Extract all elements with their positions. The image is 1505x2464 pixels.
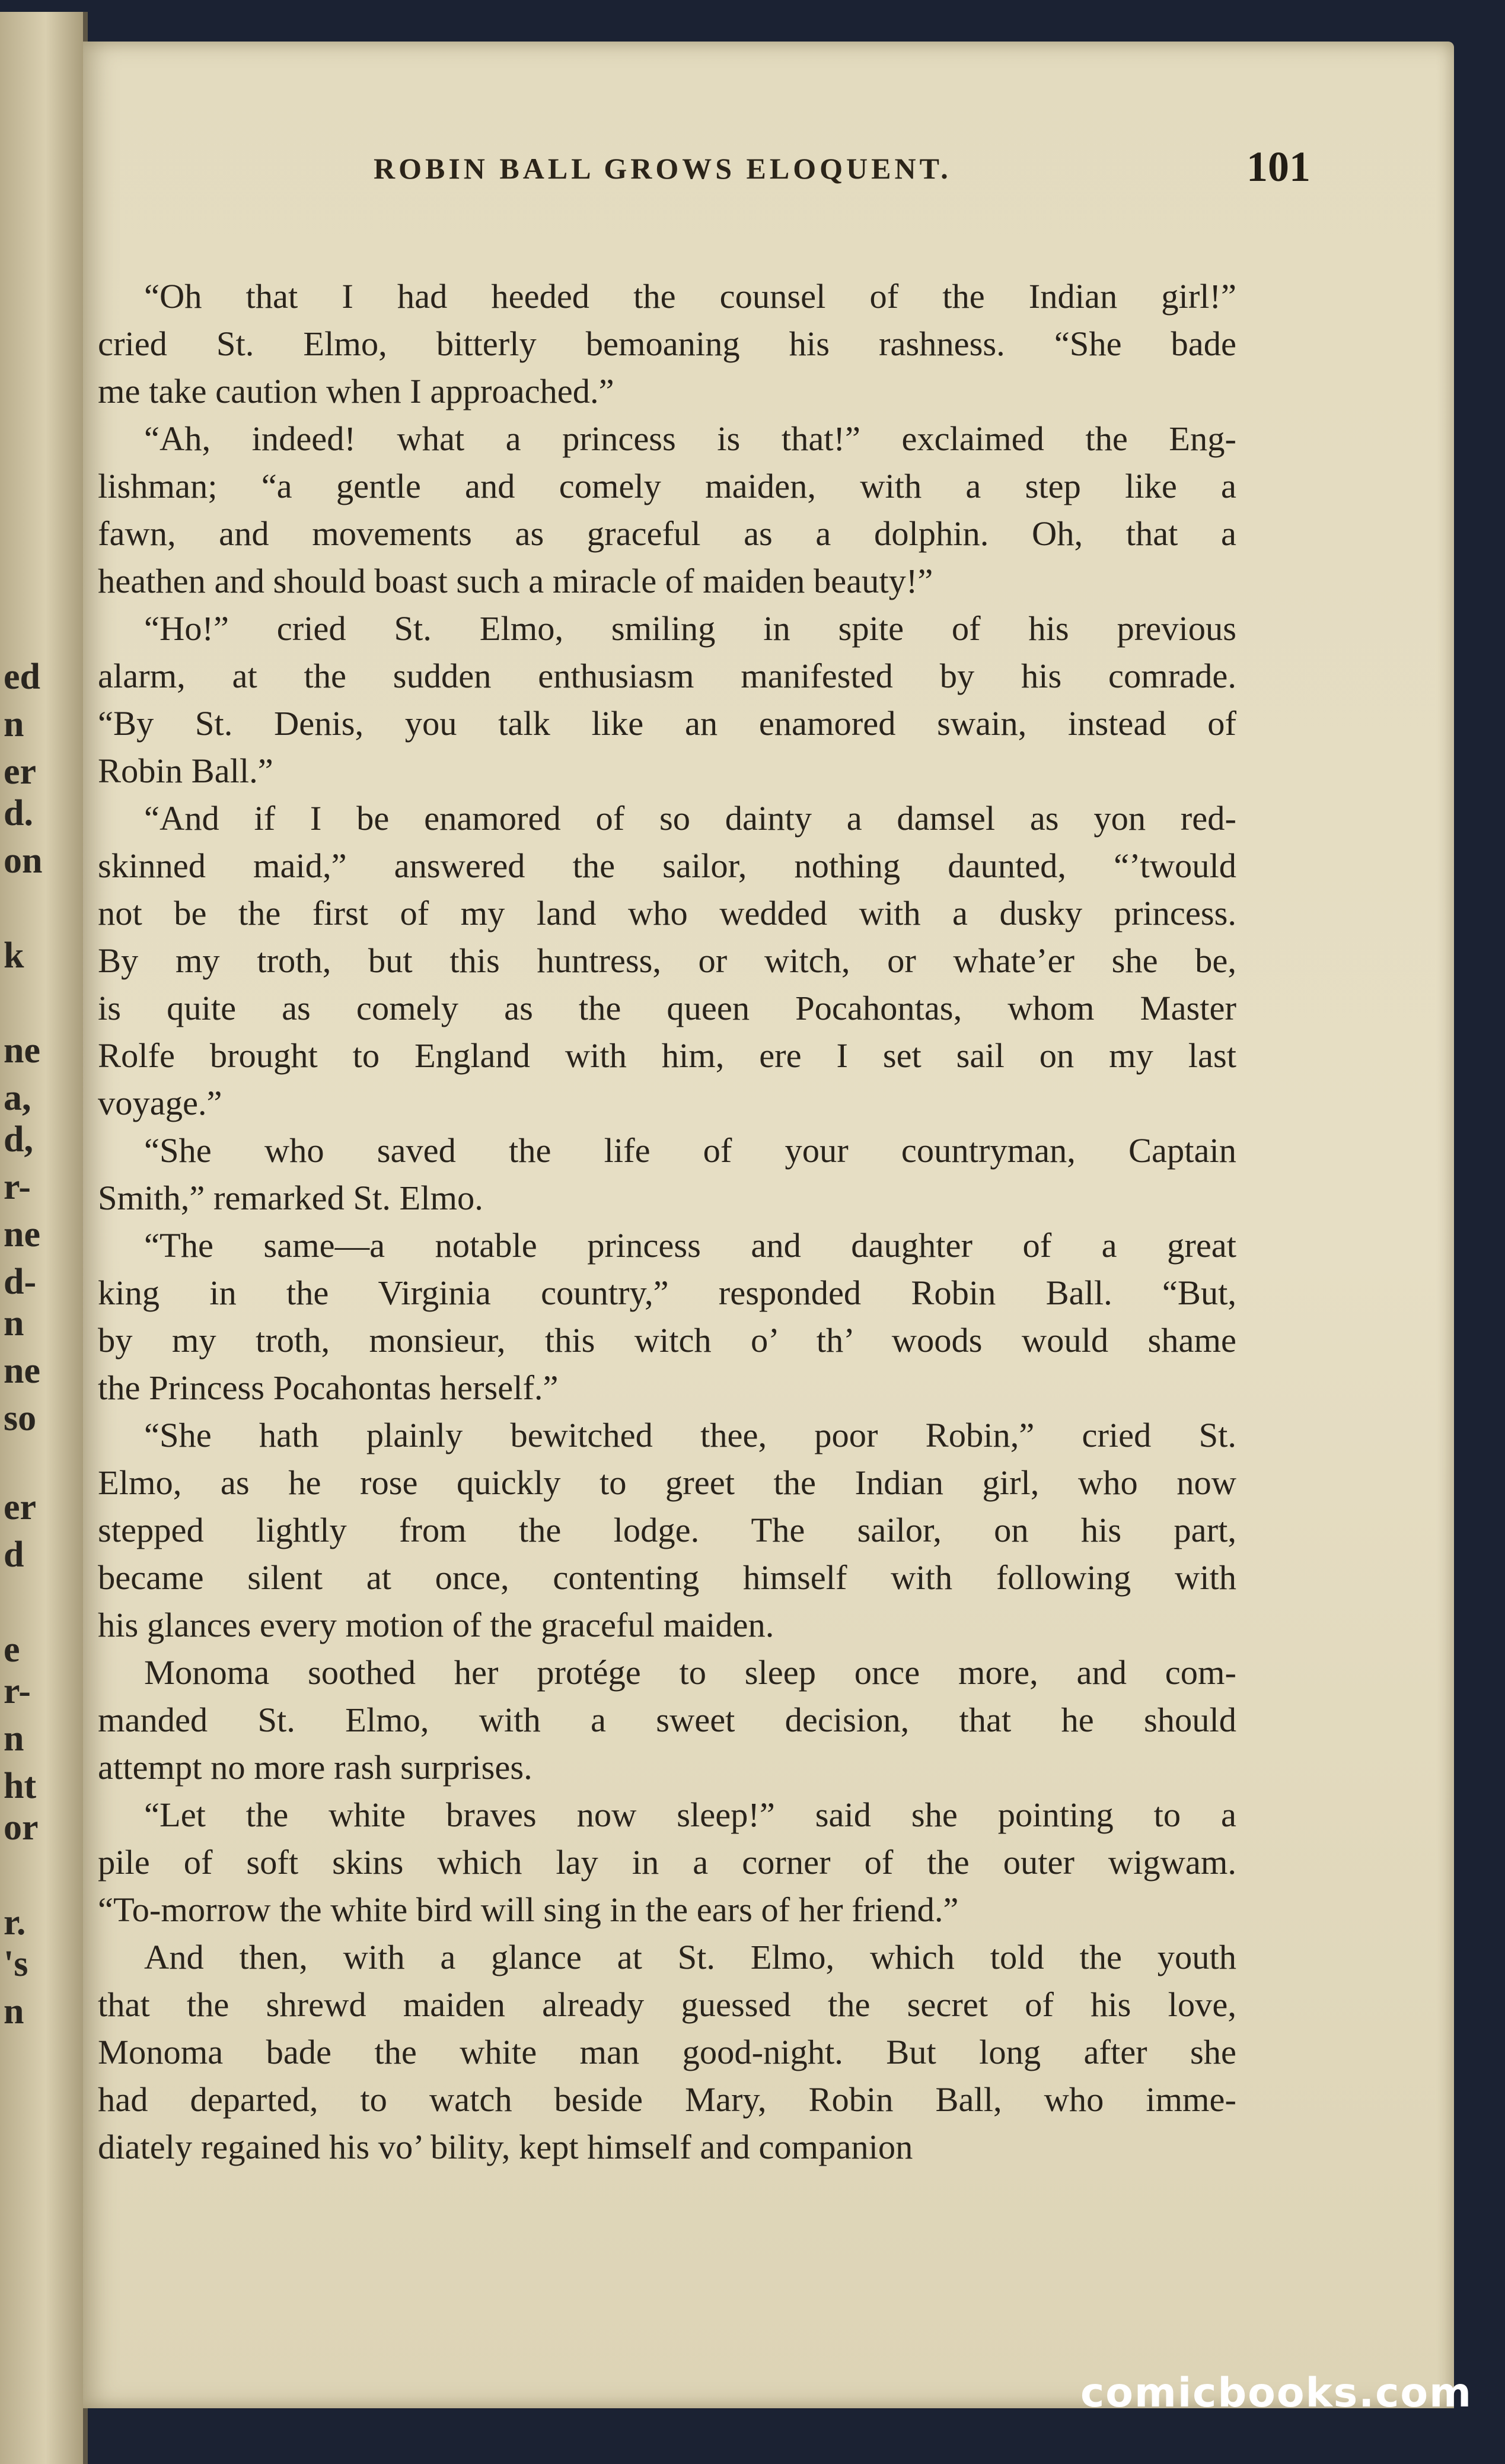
text-line: became silent at once, contenting himself with following with	[98, 1558, 1236, 1597]
text-line: “By St. Denis, you talk like an enamored swain, instead of	[98, 704, 1236, 743]
text-line: “The same—a notable princess and daughter of a great	[144, 1226, 1236, 1265]
text-line: voyage.”	[98, 1084, 222, 1122]
text-line: “She who saved the life of your countryman, Captain	[144, 1131, 1236, 1170]
text-line: “She hath plainly bewitched thee, poor Robin,” cried St.	[144, 1416, 1236, 1454]
paragraph	[98, 1412, 1236, 1649]
text-line: king in the Virginia country,” responded Robin Ball. “But,	[98, 1274, 1236, 1312]
facing-page-fragment: r.	[4, 1904, 26, 1941]
text-line: cried St. Elmo, bitterly bemoaning his rashness. “She bade	[98, 324, 1236, 363]
text-line: And then, with a glance at St. Elmo, which told the youth	[144, 1938, 1236, 1976]
facing-page-fragment: k	[4, 937, 24, 974]
facing-page-fragment: ne	[4, 1352, 40, 1389]
text-line: by my troth, monsieur, this witch o’ th’ woods would shame	[98, 1321, 1236, 1360]
facing-page-fragment: 's	[4, 1946, 28, 1982]
facing-page-fragment: n	[4, 1993, 24, 2030]
text-line: alarm, at the sudden enthusiasm manifested by his comrade.	[98, 657, 1236, 695]
watermark: comicbooks.com	[1080, 2370, 1472, 2417]
text-line: “And if I be enamored of so dainty a damsel as yon red-	[144, 799, 1236, 838]
facing-page-fragment: n	[4, 1305, 24, 1342]
page-number: 101	[1246, 143, 1311, 190]
facing-page-fragment: ed	[4, 658, 40, 695]
text-line: manded St. Elmo, with a sweet decision, that he should	[98, 1701, 1236, 1739]
text-line: Monoma bade the white man good-night. But long after she	[98, 2033, 1236, 2071]
text-line: Elmo, as he rose quickly to greet the Indian girl, who now	[98, 1463, 1236, 1502]
text-line: Smith,” remarked St. Elmo.	[98, 1179, 483, 1217]
facing-page-fragment: or	[4, 1809, 39, 1846]
paragraph	[98, 795, 1236, 1127]
text-line: that the shrewd maiden already guessed the secret of his love,	[98, 1985, 1236, 2024]
facing-page-edge	[0, 12, 88, 2464]
paragraph	[98, 1934, 1236, 2171]
facing-page-fragment: er	[4, 753, 37, 790]
facing-page-fragment: d	[4, 1536, 24, 1573]
text-line: his glances every motion of the graceful maiden.	[98, 1606, 774, 1644]
facing-page-fragment: on	[4, 842, 43, 879]
book-page	[83, 42, 1454, 2408]
text-line: me take caution when I approached.”	[98, 372, 614, 410]
paragraph	[98, 273, 1236, 415]
facing-page-fragment: er	[4, 1489, 37, 1526]
text-line: Rolfe brought to England with him, ere I set sail on my last	[98, 1036, 1236, 1075]
text-line: “Ho!” cried St. Elmo, smiling in spite of his previous	[144, 609, 1236, 648]
body-text	[98, 273, 1236, 2171]
text-line: attempt no more rash surprises.	[98, 1748, 533, 1787]
facing-page-fragment: ne	[4, 1032, 40, 1069]
text-line: “Oh that I had heeded the counsel of the Indian girl!”	[144, 277, 1236, 316]
text-line: not be the first of my land who wedded with a dusky princess.	[98, 894, 1236, 932]
facing-page-fragment: so	[4, 1400, 37, 1437]
facing-page-fragment: a,	[4, 1080, 31, 1116]
facing-page-fragment: n	[4, 1720, 24, 1757]
paragraph	[98, 1791, 1236, 1934]
facing-page-fragment: r-	[4, 1169, 31, 1205]
text-line: “Let the white braves now sleep!” said she pointing to a	[144, 1796, 1236, 1834]
paragraph	[98, 1222, 1236, 1412]
paragraph	[98, 1649, 1236, 1791]
text-line: “Ah, indeed! what a princess is that!” exclaimed the Eng-	[144, 419, 1236, 458]
facing-page-fragment: ht	[4, 1768, 37, 1804]
text-line: “To-morrow the white bird will sing in the ears of her friend.”	[98, 1890, 959, 1929]
running-head: ROBIN BALL GROWS ELOQUENT.	[374, 152, 952, 185]
text-line: Robin Ball.”	[98, 752, 273, 790]
text-line: heathen and should boast such a miracle of maiden beauty!”	[98, 562, 933, 600]
paragraph	[98, 1127, 1236, 1222]
facing-page-fragment: d.	[4, 795, 33, 832]
paragraph	[98, 605, 1236, 795]
text-line: fawn, and movements as graceful as a dolphin. Oh, that a	[98, 514, 1236, 553]
text-line: Monoma soothed her protége to sleep once more, and com-	[144, 1653, 1236, 1692]
text-line: diately regained his vo’ bility, kept himself and companion	[98, 2128, 913, 2166]
text-line: the Princess Pocahontas herself.”	[98, 1368, 559, 1407]
facing-page-fragment: d-	[4, 1263, 37, 1300]
facing-page-fragment: n	[4, 706, 24, 743]
text-line: is quite as comely as the queen Pocahontas, whom Master	[98, 989, 1236, 1027]
text-line: had departed, to watch beside Mary, Robin Ball, who imme-	[98, 2080, 1236, 2119]
facing-page-fragment: r-	[4, 1673, 31, 1709]
facing-page-fragment: ne	[4, 1216, 40, 1253]
text-line: skinned maid,” answered the sailor, nothing daunted, “’twould	[98, 846, 1236, 885]
text-line: pile of soft skins which lay in a corner of the outer wigwam.	[98, 1843, 1236, 1882]
facing-page-fragment: e	[4, 1631, 20, 1668]
facing-page-fragment: d,	[4, 1121, 33, 1158]
text-line: lishman; “a gentle and comely maiden, with a step like a	[98, 467, 1236, 505]
text-line: stepped lightly from the lodge. The sailor, on his part,	[98, 1511, 1236, 1549]
paragraph	[98, 415, 1236, 605]
text-line: By my troth, but this huntress, or witch, or whate’er she be,	[98, 941, 1236, 980]
